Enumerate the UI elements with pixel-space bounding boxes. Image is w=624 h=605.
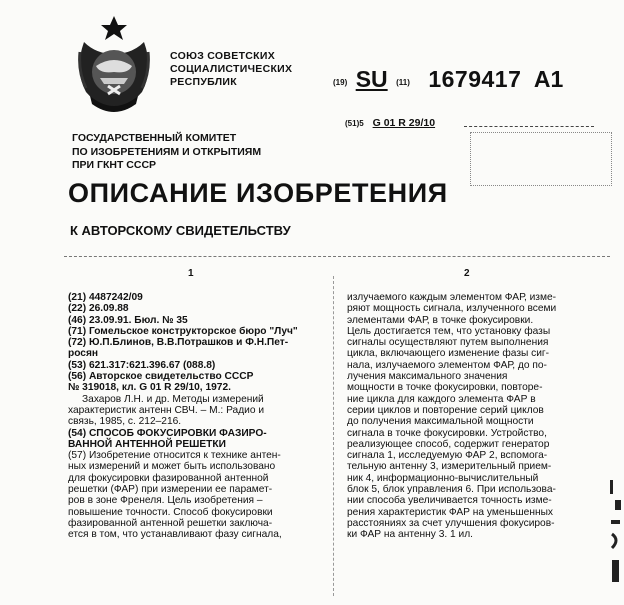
inid-code-11: (11) [396, 78, 410, 87]
reference-line: связь, 1985, с. 212–216. [68, 416, 182, 428]
abstract-line: решетки (ФАР) при измерении ее парамет- [68, 484, 273, 496]
union-line: СОЦИАЛИСТИЧЕСКИХ [170, 63, 293, 75]
abstract-line: ние цикла для каждого элемента ФАР в [347, 393, 536, 405]
patent-number: 1679417 [428, 66, 522, 92]
abstract-line: излучаемого каждым элементом ФАР, изме- [347, 292, 557, 303]
column-number-right: 2 [464, 268, 470, 279]
ipc-classification [345, 117, 435, 129]
abstract-line: сигналы осуществляют путем выполнения [347, 337, 549, 349]
abstract-line: нала, излучаемого элементом ФАР, до по- [347, 359, 547, 371]
abstract-line: (57) Изобретение относится к технике антен- [68, 450, 281, 462]
biblio-line: росян [68, 348, 99, 360]
document-title: ОПИСАНИЕ ИЗОБРЕТЕНИЯ [68, 178, 448, 208]
column-number-left: 1 [188, 268, 194, 279]
biblio-line: № 319018, кл. G 01 R 29/10, 1972. [68, 382, 231, 394]
biblio-line: (56) Авторское свидетельство СССР [68, 371, 254, 383]
abstract-line: тельную антенну 3, измерительный прием- [347, 461, 552, 473]
abstract-line: Цель достигается тем, что установку фазы [347, 325, 551, 337]
country-code: SU [355, 66, 388, 92]
abstract-line: элементами ФАР, в точке фокусировки. [347, 314, 534, 326]
committee-line: ПРИ ГКНТ СССР [72, 159, 157, 171]
union-name [170, 50, 292, 89]
committee-name [72, 132, 261, 173]
biblio-line: (46) 23.09.91. Бюл. № 35 [68, 314, 188, 326]
biblio-line: (22) 26.09.88 [68, 303, 129, 315]
abstract-line: рения характеристик ФАР на уменьшенных [347, 506, 554, 518]
abstract-line: ки ФАР на антенну 3. 1 ил. [347, 529, 474, 541]
abstract-line: цикла, включающего изменение фазы сиг- [347, 348, 550, 360]
abstract-line: для фокусировки фазированной антенной [68, 472, 269, 484]
reference-line: характеристик антенн СВЧ. – М.: Радио и [68, 404, 265, 416]
reference-line: Захаров Л.Н. и др. Методы измерений [82, 393, 264, 405]
ipc-code: G 01 R 29/10 [372, 117, 436, 129]
abstract-line: ется в том, что устанавливают фазу сигнала, [68, 529, 282, 541]
abstract-line: повышение точности. Способ фокусировки [68, 506, 273, 518]
ussr-emblem [70, 12, 158, 116]
publication-number [333, 66, 563, 96]
abstract-line: ряют мощность сигнала, излученного всеми [347, 303, 557, 315]
library-stamp [470, 132, 612, 186]
union-line: СОЮЗ СОВЕТСКИХ [170, 50, 276, 62]
abstract-line: фазированной антенной решетки заключа- [68, 517, 273, 529]
kind-code: A1 [533, 66, 564, 92]
abstract-line: блок 5, блок управления 6. При использова- [347, 484, 556, 496]
abstract-line: реализующее способ, содержит генератор [347, 438, 550, 450]
biblio-line: (21) 4487242/09 [68, 292, 143, 303]
abstract-line: сигнала в точке фокусировки. Устройство, [347, 427, 547, 439]
abstract-line: серии циклов и повторение серий циклов [347, 404, 544, 416]
margin-mark [606, 470, 624, 605]
inid-code-19: (19) [333, 78, 348, 87]
abstract-line: ных измерений и может быть использовано [68, 461, 276, 473]
column-divider [333, 276, 334, 596]
abstract-line: расстояниях за счет улучшения фокусиров- [347, 517, 555, 529]
abstract-line: лучения максимального значения [347, 371, 508, 383]
abstract-line: нии способа увеличивается точность изме- [347, 495, 552, 507]
document-subtitle: К АВТОРСКОМУ СВИДЕТЕЛЬСТВУ [70, 223, 291, 238]
abstract-line: ник 4, информационно-вычислительный [347, 472, 539, 484]
committee-line: ПО ИЗОБРЕТЕНИЯМ И ОТКРЫТИЯМ [72, 145, 262, 158]
abstract-line: сигнала 1, исследуемую ФАР 2, вспомога- [347, 450, 548, 462]
header-divider [64, 256, 610, 257]
invention-title-line: ВАННОЙ АНТЕННОЙ РЕШЕТКИ [68, 438, 226, 450]
abstract-line: мощности в точке фокусировки, повторе- [347, 382, 543, 394]
filler-line [464, 126, 594, 127]
bibliographic-column [68, 292, 326, 541]
union-line: РЕСПУБЛИК [170, 76, 237, 88]
biblio-line: (72) Ю.П.Блинов, В.В.Потрашков и Ф.Н.Пет- [68, 337, 289, 349]
invention-title-line: (54) СПОСОБ ФОКУСИРОВКИ ФАЗИРО- [68, 427, 267, 439]
abstract-line: до получения максимальной мощности [347, 416, 534, 428]
committee-line: ГОСУДАРСТВЕННЫЙ КОМИТЕТ [72, 132, 237, 144]
biblio-line: (71) Гомельское конструкторское бюро "Луч" [68, 325, 298, 337]
abstract-column [347, 292, 597, 541]
abstract-line: ров в зоне Френеля. Цель изобретения – [68, 495, 263, 507]
biblio-line: (53) 621.317:621.396.67 (088.8) [68, 359, 216, 371]
inid-code-51: (51)5 [345, 119, 364, 128]
